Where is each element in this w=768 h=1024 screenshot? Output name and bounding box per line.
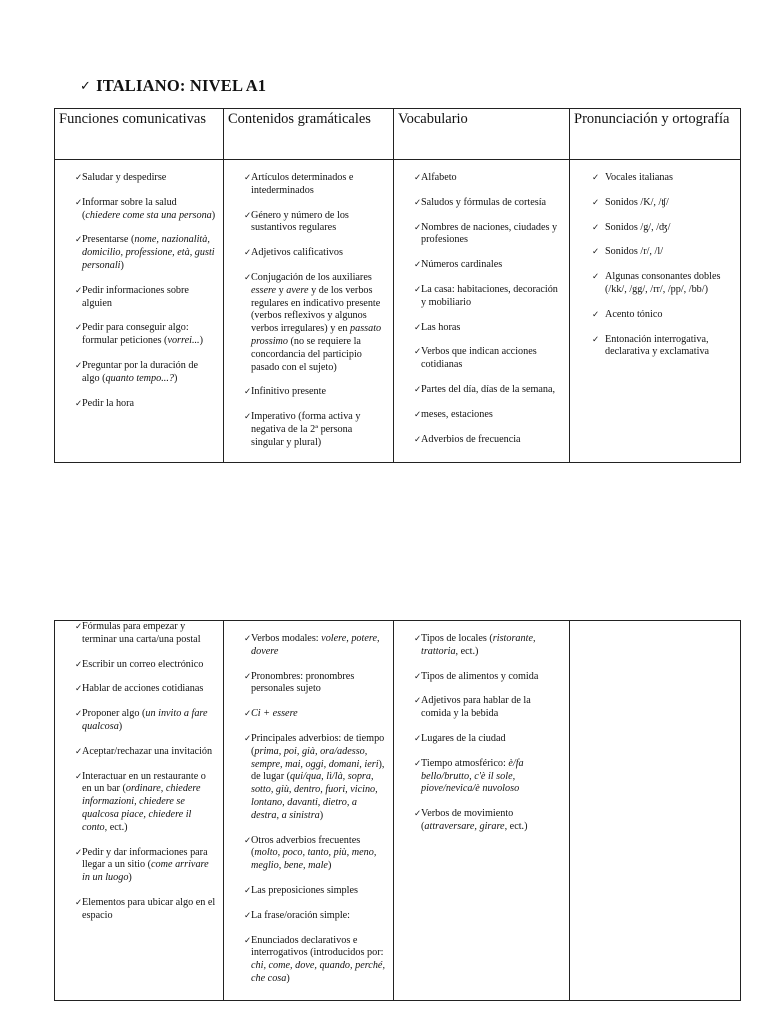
curriculum-table-part-1: [54, 108, 741, 463]
page-title: [80, 76, 266, 96]
cell-pronunciacion-ortografia: [570, 160, 741, 463]
check-icon: ✓: [75, 323, 83, 334]
list-item: ✓ Elementos para ubicar algo en el espacio: [75, 896, 216, 921]
cell-contenidos-gramaticales: [224, 160, 394, 463]
check-icon: ✓: [414, 284, 422, 295]
check-icon: ✓: [244, 173, 252, 183]
cell-pronunciacion-ortografia: [570, 621, 741, 1001]
list-item: ✓ Tipos de locales (ristorante, trattoria, ect.): [414, 633, 536, 657]
list-item: ✓ Proponer algo (un invito a fare qualcosa): [75, 708, 208, 732]
list-item: ✓ Infinitivo presente: [244, 386, 326, 398]
list-item: ✓ Conjugación de los auxiliares essere y avere y de los verbos regulares en indicativo presente (verbos reflexivos y algunos verbos irregulares) y en passato prossimo (no se requiere la concordancia del participio pasado con el sujeto): [244, 271, 382, 373]
list-item: ✓ Tiempo atmosférico: è/fa bello/brutto, c'è il sole, piove/nevica/è nuvoloso: [414, 757, 524, 795]
check-icon: ✓: [75, 684, 83, 695]
check-icon: ✓: [244, 885, 252, 896]
check-icon: ✓: [592, 272, 600, 283]
list-item: ✓ Saludar y despedirse: [75, 172, 167, 183]
list-item: ✓ Adverbios de frecuencia: [414, 433, 521, 445]
check-icon: ✓: [414, 222, 422, 233]
list-item: ✓ Verbos modales: volere, potere, dovere: [244, 633, 380, 657]
list-item: ✓ Escribir un correo electrónico: [75, 658, 204, 670]
list-item: ✓ Género y número de los sustantivos regulares: [244, 209, 349, 234]
list-item: ✓ Sonidos /K/, /ʧ/: [592, 196, 669, 208]
pronunciacion-list: [570, 621, 740, 633]
table-row: [55, 621, 741, 1001]
list-item: ✓ Enunciados declarativos e interrogativos (introducidos por: chi, come, dove, quando, perché, che cosa): [244, 934, 385, 984]
list-item: ✓ Informar sobre la salud (chiedere come sta una persona): [75, 196, 216, 221]
list-item: ✓ Imperativo (forma activa y negativa de la 2ª persona singular y plural): [244, 411, 361, 448]
check-icon: ✓: [414, 197, 422, 208]
check-icon: ✓: [244, 272, 252, 283]
check-icon: ✓: [75, 235, 83, 246]
list-item: ✓ Preguntar por la duración de algo (quanto tempo...?): [75, 359, 198, 384]
check-icon: ✓: [414, 384, 422, 395]
list-item: ✓ Las preposiciones simples: [244, 884, 358, 896]
check-icon: ✓: [75, 897, 83, 908]
check-icon: ✓: [592, 309, 600, 320]
check-icon: ✓: [414, 434, 422, 445]
list-item: ✓ Adjetivos para hablar de la comida y la bebida: [414, 695, 531, 720]
vocabulario-list: [394, 160, 569, 446]
list-item: ✓ Saludos y fórmulas de cortesía: [414, 196, 547, 208]
list-item: ✓ Nombres de naciones, ciudades y profesiones: [414, 221, 558, 246]
list-item: ✓ Pedir y dar informaciones para llegar a un sitio (come arrivare in un luogo): [75, 846, 209, 884]
check-icon: ✓: [75, 746, 83, 757]
check-icon: ✓: [414, 758, 422, 769]
header-contenidos-gramaticales: Contenidos gramáticales: [224, 109, 394, 160]
funciones-list: [55, 160, 223, 410]
header-funciones-comunicativas: Funciones comunicativas: [55, 109, 224, 160]
list-item: ✓ Entonación interrogativa, declarativa y exclamativa: [592, 333, 710, 358]
pronunciacion-list: [570, 160, 740, 359]
list-item: ✓ Aceptar/rechazar una invitación: [75, 745, 213, 757]
list-item: ✓ Números cardinales: [414, 259, 503, 271]
list-item: ✓ Artículos determinados e intederminados: [244, 172, 354, 196]
funciones-list: [55, 621, 223, 923]
vocabulario-list: [394, 621, 569, 834]
list-item: ✓ Presentarse (nome, nazionalità, domicilio, professione, età, gusti personali): [75, 234, 215, 271]
check-icon: ✓: [592, 173, 600, 183]
check-icon: ✓: [244, 733, 252, 744]
list-item: ✓ Sonidos /r/, /l/: [592, 246, 664, 258]
list-item: ✓ Adjetivos calificativos: [244, 247, 343, 259]
list-item: ✓ La casa: habitaciones, decoración y mobiliario: [414, 283, 558, 308]
list-item: ✓ Partes del día, días de la semana,: [414, 383, 556, 395]
list-item: ✓ Tipos de alimentos y comida: [414, 670, 539, 682]
check-icon: ✓: [75, 847, 83, 858]
cell-funciones-comunicativas: [55, 160, 224, 463]
check-icon: ✓: [414, 733, 422, 744]
check-icon: ✓: [414, 173, 422, 183]
list-item: ✓ Acento tónico: [592, 308, 663, 320]
check-icon: ✓: [244, 248, 252, 259]
list-item: ✓ Principales adverbios: de tiempo (prima, poi, già, ora/adesso, sempre, mai, oggi, domani, ieri), de lugar (qui/qua, lì/là, sopra, sotto, giù, dentro, fuori, vicino, lontano, davanti, dietro, a destra, a sinistra): [244, 732, 385, 821]
check-icon: ✓: [75, 709, 83, 720]
check-icon: ✓: [244, 412, 252, 423]
cell-contenidos-gramaticales: [224, 621, 394, 1001]
check-icon: ✓: [244, 935, 252, 946]
check-icon: ✓: [414, 671, 422, 682]
header-pronunciacion-ortografia: Pronunciación y ortografía: [570, 109, 741, 160]
list-item: ✓ Sonidos /g/, /ʤ/: [592, 221, 671, 233]
list-item: ✓ meses, estaciones: [414, 408, 493, 420]
list-item: ✓ Pedir informaciones sobre alguien: [75, 284, 189, 309]
table-row: [55, 160, 741, 463]
page-title-text: ITALIANO: NIVEL A1: [96, 76, 267, 95]
list-item: ✓ Verbos que indican acciones cotidianas: [414, 346, 537, 371]
list-item: ✓ Otros adverbios frecuentes (molto, poco, tanto, più, meno, meglio, bene, male): [244, 834, 377, 872]
check-icon: ✓: [244, 387, 252, 398]
check-icon: ✓: [244, 910, 252, 921]
list-item: ✓ Verbos de movimiento (attraversare, girare, ect.): [414, 808, 528, 832]
check-icon: ✓: [75, 285, 83, 296]
check-icon: ✓: [244, 634, 252, 644]
contenidos-list: [224, 160, 393, 450]
table-header-row: [55, 109, 741, 160]
contenidos-list: [224, 621, 393, 986]
check-icon: ✓: [414, 634, 422, 644]
check-icon: ✓: [75, 659, 83, 670]
check-icon: ✓: [75, 173, 83, 183]
header-vocabulario: Vocabulario: [394, 109, 570, 160]
check-icon: ✓: [244, 709, 252, 720]
list-item: ✓ Ci + essere: [244, 708, 298, 720]
check-icon: ✓: [414, 260, 422, 271]
check-icon: ✓: [592, 197, 600, 208]
list-item: ✓ Vocales italianas: [592, 172, 673, 183]
list-item: ✓ Las horas: [414, 321, 461, 333]
curriculum-table-part-2: [54, 620, 741, 1001]
check-icon: ✓: [414, 696, 422, 707]
check-icon: ✓: [414, 322, 422, 333]
check-icon: ✓: [75, 398, 83, 409]
list-item: ✓ Pronombres: pronombres personales sujeto: [244, 670, 355, 695]
check-icon: ✓: [592, 222, 600, 233]
cell-vocabulario: [394, 160, 570, 463]
list-item: ✓ Pedir la hora: [75, 397, 135, 409]
check-icon: ✓: [75, 197, 83, 208]
check-icon: ✓: [414, 809, 422, 820]
check-icon: ✓: [75, 622, 83, 632]
check-icon: ✓: [75, 771, 83, 782]
check-icon: ✓: [244, 210, 252, 221]
list-item: ✓ Interactuar en un restaurante o en un bar (ordinare, chiedere informazioni, chiedere se qualcosa piace, chiedere il conto, ect.): [75, 770, 206, 833]
check-icon: ✓: [592, 247, 600, 258]
list-item: ✓ Lugares de la ciudad: [414, 732, 506, 744]
cell-vocabulario: [394, 621, 570, 1001]
list-item: ✓ La frase/oración simple:: [244, 909, 351, 921]
check-icon: ✓: [244, 671, 252, 682]
cell-funciones-comunicativas: [55, 621, 224, 1001]
list-item: ✓ Algunas consonantes dobles (/kk/, /gg/, /rr/, /pp/, /bb/): [592, 271, 721, 295]
check-icon: ✓: [414, 347, 422, 358]
list-item: ✓ Alfabeto: [414, 172, 457, 183]
check-icon: ✓: [592, 334, 600, 345]
check-icon: ✓: [244, 835, 252, 846]
check-icon: ✓: [75, 360, 83, 371]
check-icon: ✓: [80, 78, 92, 94]
list-item: ✓ Hablar de acciones cotidianas: [75, 683, 204, 695]
list-item: ✓ Fórmulas para empezar y terminar una carta/una postal: [75, 621, 201, 645]
check-icon: ✓: [414, 409, 422, 420]
list-item: ✓ Pedir para conseguir algo: formular peticiones (vorrei...): [75, 322, 204, 347]
